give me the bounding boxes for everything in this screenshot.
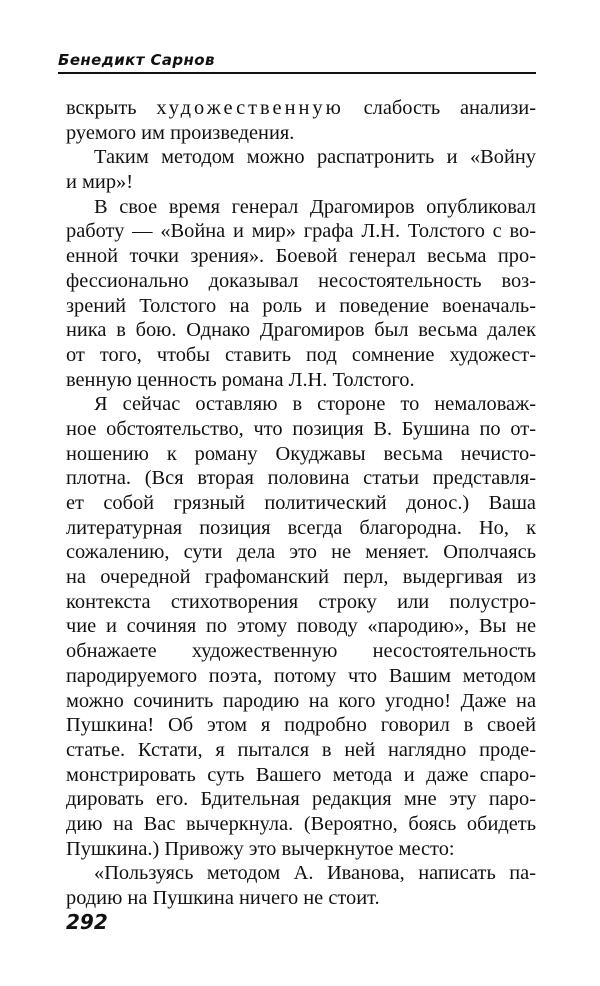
text-line: Таким методом можно распатронить и «Войну xyxy=(94,146,536,169)
text-line: литературная позиция всегда благородна. Но, к xyxy=(66,516,536,539)
text-line: ет собой грязный политический донос.) Ваша xyxy=(66,492,536,514)
header-author: Бенедикт Сарнов xyxy=(58,51,215,69)
text-line: обнажаете художественную несостоятельность xyxy=(66,640,536,663)
text-line: вскрыть художественную слабость анализи- xyxy=(66,97,536,119)
text-line: родию на Пушкина ничего не стоит. xyxy=(66,887,380,909)
running-header xyxy=(58,50,536,74)
text-line: пародируемого поэта, потому что Вашим методом xyxy=(66,664,536,687)
text-line: статье. Кстати, я пытался в ней наглядно проде- xyxy=(66,738,536,761)
text-line: контекста стихотворения строку или полустро- xyxy=(66,590,536,613)
text-line: ника в бою. Однако Драгомиров был весьма далек xyxy=(66,319,536,342)
text-line: Я сейчас оставляю в стороне то немаловаж- xyxy=(94,393,536,416)
text-line: дию на Вас вычеркнула. (Вероятно, боясь обидеть xyxy=(66,812,536,835)
text-line: зрений Толстого на роль и поведение военачаль- xyxy=(66,294,536,317)
text-line: ношению к роману Окуджавы весьма нечисто- xyxy=(66,442,536,465)
text-line: фессионально доказывал несостоятельность воз- xyxy=(66,269,536,292)
text-line: венную ценность романа Л.Н. Толстого. xyxy=(66,368,415,391)
text-line: и мир»! xyxy=(66,171,134,194)
text-line: «Пользуясь методом А. Иванова, написать па- xyxy=(94,862,536,885)
text-line: енной точки зрения». Боевой генерал весьма про- xyxy=(66,245,536,268)
spaced-emphasis: художественную xyxy=(156,97,344,119)
text-line: можно сочинить пародию на кого угодно! Даже на xyxy=(66,689,536,712)
text-line: руемого им произведения. xyxy=(66,121,295,144)
text-line: чие и сочиняя по этому поводу «пародию», Вы не xyxy=(66,615,536,638)
text-line: монстрировать суть Вашего метода и даже спаро- xyxy=(66,763,536,786)
text-line: дировать его. Бдительная редакция мне эту паро- xyxy=(66,788,536,811)
text-line: В свое время генерал Драгомиров опубликовал xyxy=(94,195,536,218)
text-line: Пушкина.) Привожу это вычеркнутое место: xyxy=(66,837,455,860)
text-line: от того, чтобы ставить под сомнение художест- xyxy=(66,343,536,366)
text-line: ное обстоятельство, что позиция В. Бушина по от- xyxy=(66,417,536,440)
text-line: на очередной графоманский перл, выдергивая из xyxy=(66,566,536,589)
text-line: плотна. (Вся вторая половина статьи представля- xyxy=(66,467,536,490)
page-number: 292 xyxy=(66,910,108,934)
text-line: сожалению, сути дела это не меняет. Ополчаясь xyxy=(66,541,536,564)
text-line: Пушкина! Об этом я подробно говорил в своей xyxy=(66,714,536,737)
text-line: работу — «Война и мир» графа Л.Н. Толстого с во- xyxy=(66,220,536,243)
body-text xyxy=(66,96,536,911)
